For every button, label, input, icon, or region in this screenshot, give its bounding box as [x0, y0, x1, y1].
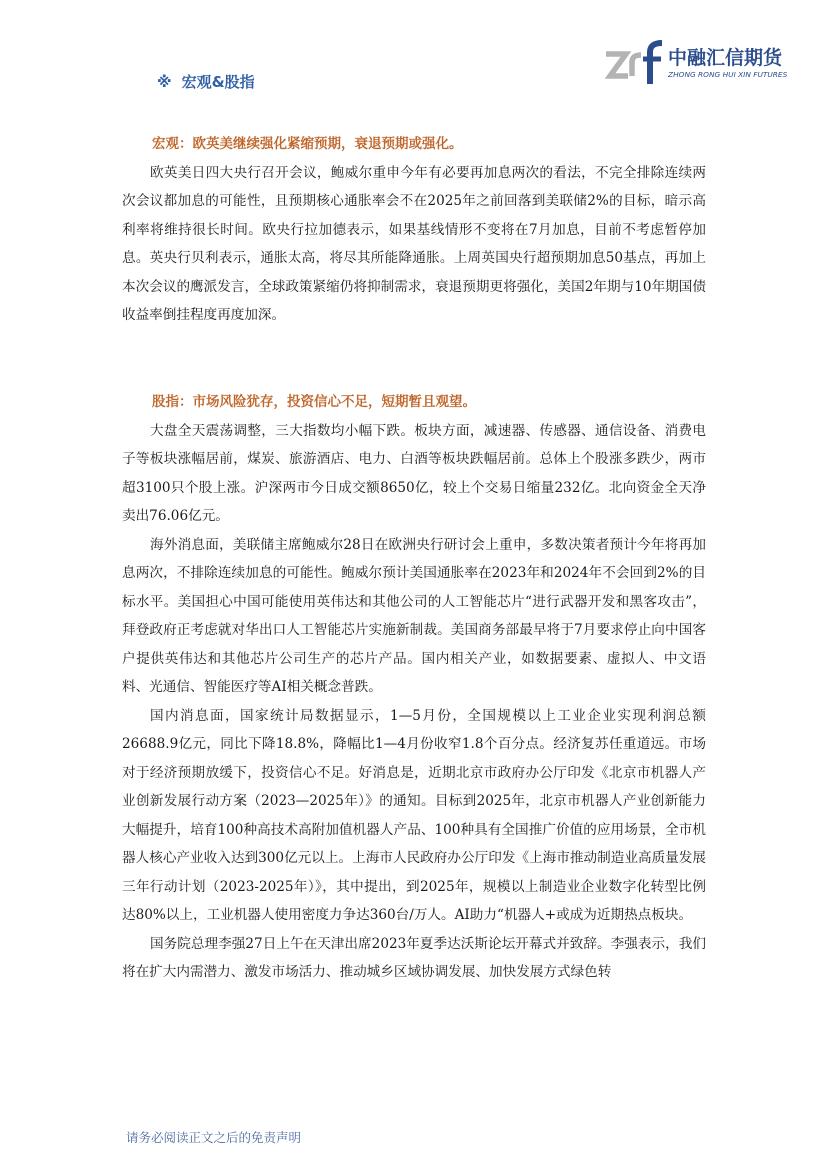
equity-paragraph-1: 大盘全天震荡调整，三大指数均小幅下跌。板块方面，减速器、传感器、通信设备、消费电子等板块涨幅居前，煤炭、旅游酒店、电力、白酒等板块跌幅居前。总体上个股涨多跌少，两市超3100只个股上涨。沪深两市今日成交额8650亿，较上个交易日缩量232亿。北向资金全天净卖出76.06亿元。 — [122, 422, 706, 524]
equity-paragraph-4: 国务院总理李强27日上午在天津出席2023年夏季达沃斯论坛开幕式并致辞。李强表示，我们将在扩大内需潜力、激发市场活力、推动城乡区域协调发展、加快发展方式绿色转 — [122, 935, 706, 980]
equity-paragraph-3: 国内消息面，国家统计局数据显示，1—5月份，全国规模以上工业企业实现利润总额26688.9亿元，同比下降18.8%，降幅比1—4月份收窄1.8个百分点。经济复苏任重道远。市场对于经济预期放缓下，投资信心不足。好消息是，近期北京市政府办公厅印发《北京市机器人产业创新发展行动方案（2023—2025年）》的通知。目标到2025年，北京市机器人产业创新能力大幅提升，培育100种高技术高附加值机器人产品、100种具有全国推广价值的应用场景，全市机器人核心产业收入达到300亿元以上。上海市人民政府办公厅印发《上海市推动制造业高质量发展三年行动计划（2023-2025年）》，其中提出，到2025年，规模以上制造业企业数字化转型比例达80%以上，工业机器人使用密度力争达360台/万人。AI助力“机器人+或成为近期热点板块。 — [122, 707, 706, 923]
company-logo — [604, 40, 804, 86]
logo-english-name: ZHONG RONG HUI XIN FUTURES — [668, 70, 788, 79]
equity-heading: 股指：市场风险犹存，投资信心不足，短期暂且观望。 — [152, 394, 476, 410]
equity-section — [122, 388, 706, 987]
zrf-logo-icon — [604, 40, 666, 84]
logo-chinese-name: 中融汇信期货 — [668, 47, 783, 69]
equity-paragraph-2: 海外消息面，美联储主席鲍威尔28日在欧洲央行研讨会上重申，多数决策者预计今年将再加息两次，不排除连续加息的可能性。鲍威尔预计美国通胀率在2023年和2024年不会回到2%的目标水平。美国担心中国可能使用英伟达和其他公司的人工智能芯片“进行武器开发和黑客攻击”，拜登政府正考虑就对华出口人工智能芯片实施新制裁。美国商务部最早将于7月要求停止向中国客户提供英伟达和其他芯片公司生产的芯片产品。国内相关产业，如数据要素、虚拟人、中文语料、光通信、智能医疗等AI相关概念普跌。 — [122, 536, 706, 695]
macro-paragraph-1: 欧英美日四大央行召开会议，鲍威尔重申今年有必要再加息两次的看法，不完全排除连续两次会议都加息的可能性，且预期核心通胀率会不在2025年之前回落到美联储2%的目标，暗示高利率将维持很长时间。欧央行拉加德表示，如果基线情形不变将在7月加息，目前不考虑暂停加息。英央行贝利表示，通胀太高，将尽其所能降通胀。上周英国央行超预期加息50基点，再加上本次会议的鹰派发言，全球政策紧缩仍将抑制需求，衰退预期更将强化，美国2年期与10年期国债收益率倒挂程度再度加深。 — [122, 164, 706, 323]
macro-section — [122, 130, 706, 330]
section-title-text: 宏观&股指 — [181, 73, 255, 91]
section-title — [157, 71, 255, 92]
disclaimer-footer: 请务必阅读正文之后的免责声明 — [126, 1130, 302, 1145]
macro-heading: 宏观：欧英美继续强化紧缩预期，衰退预期或强化。 — [152, 136, 463, 152]
reference-mark-icon: ※ — [157, 73, 172, 91]
